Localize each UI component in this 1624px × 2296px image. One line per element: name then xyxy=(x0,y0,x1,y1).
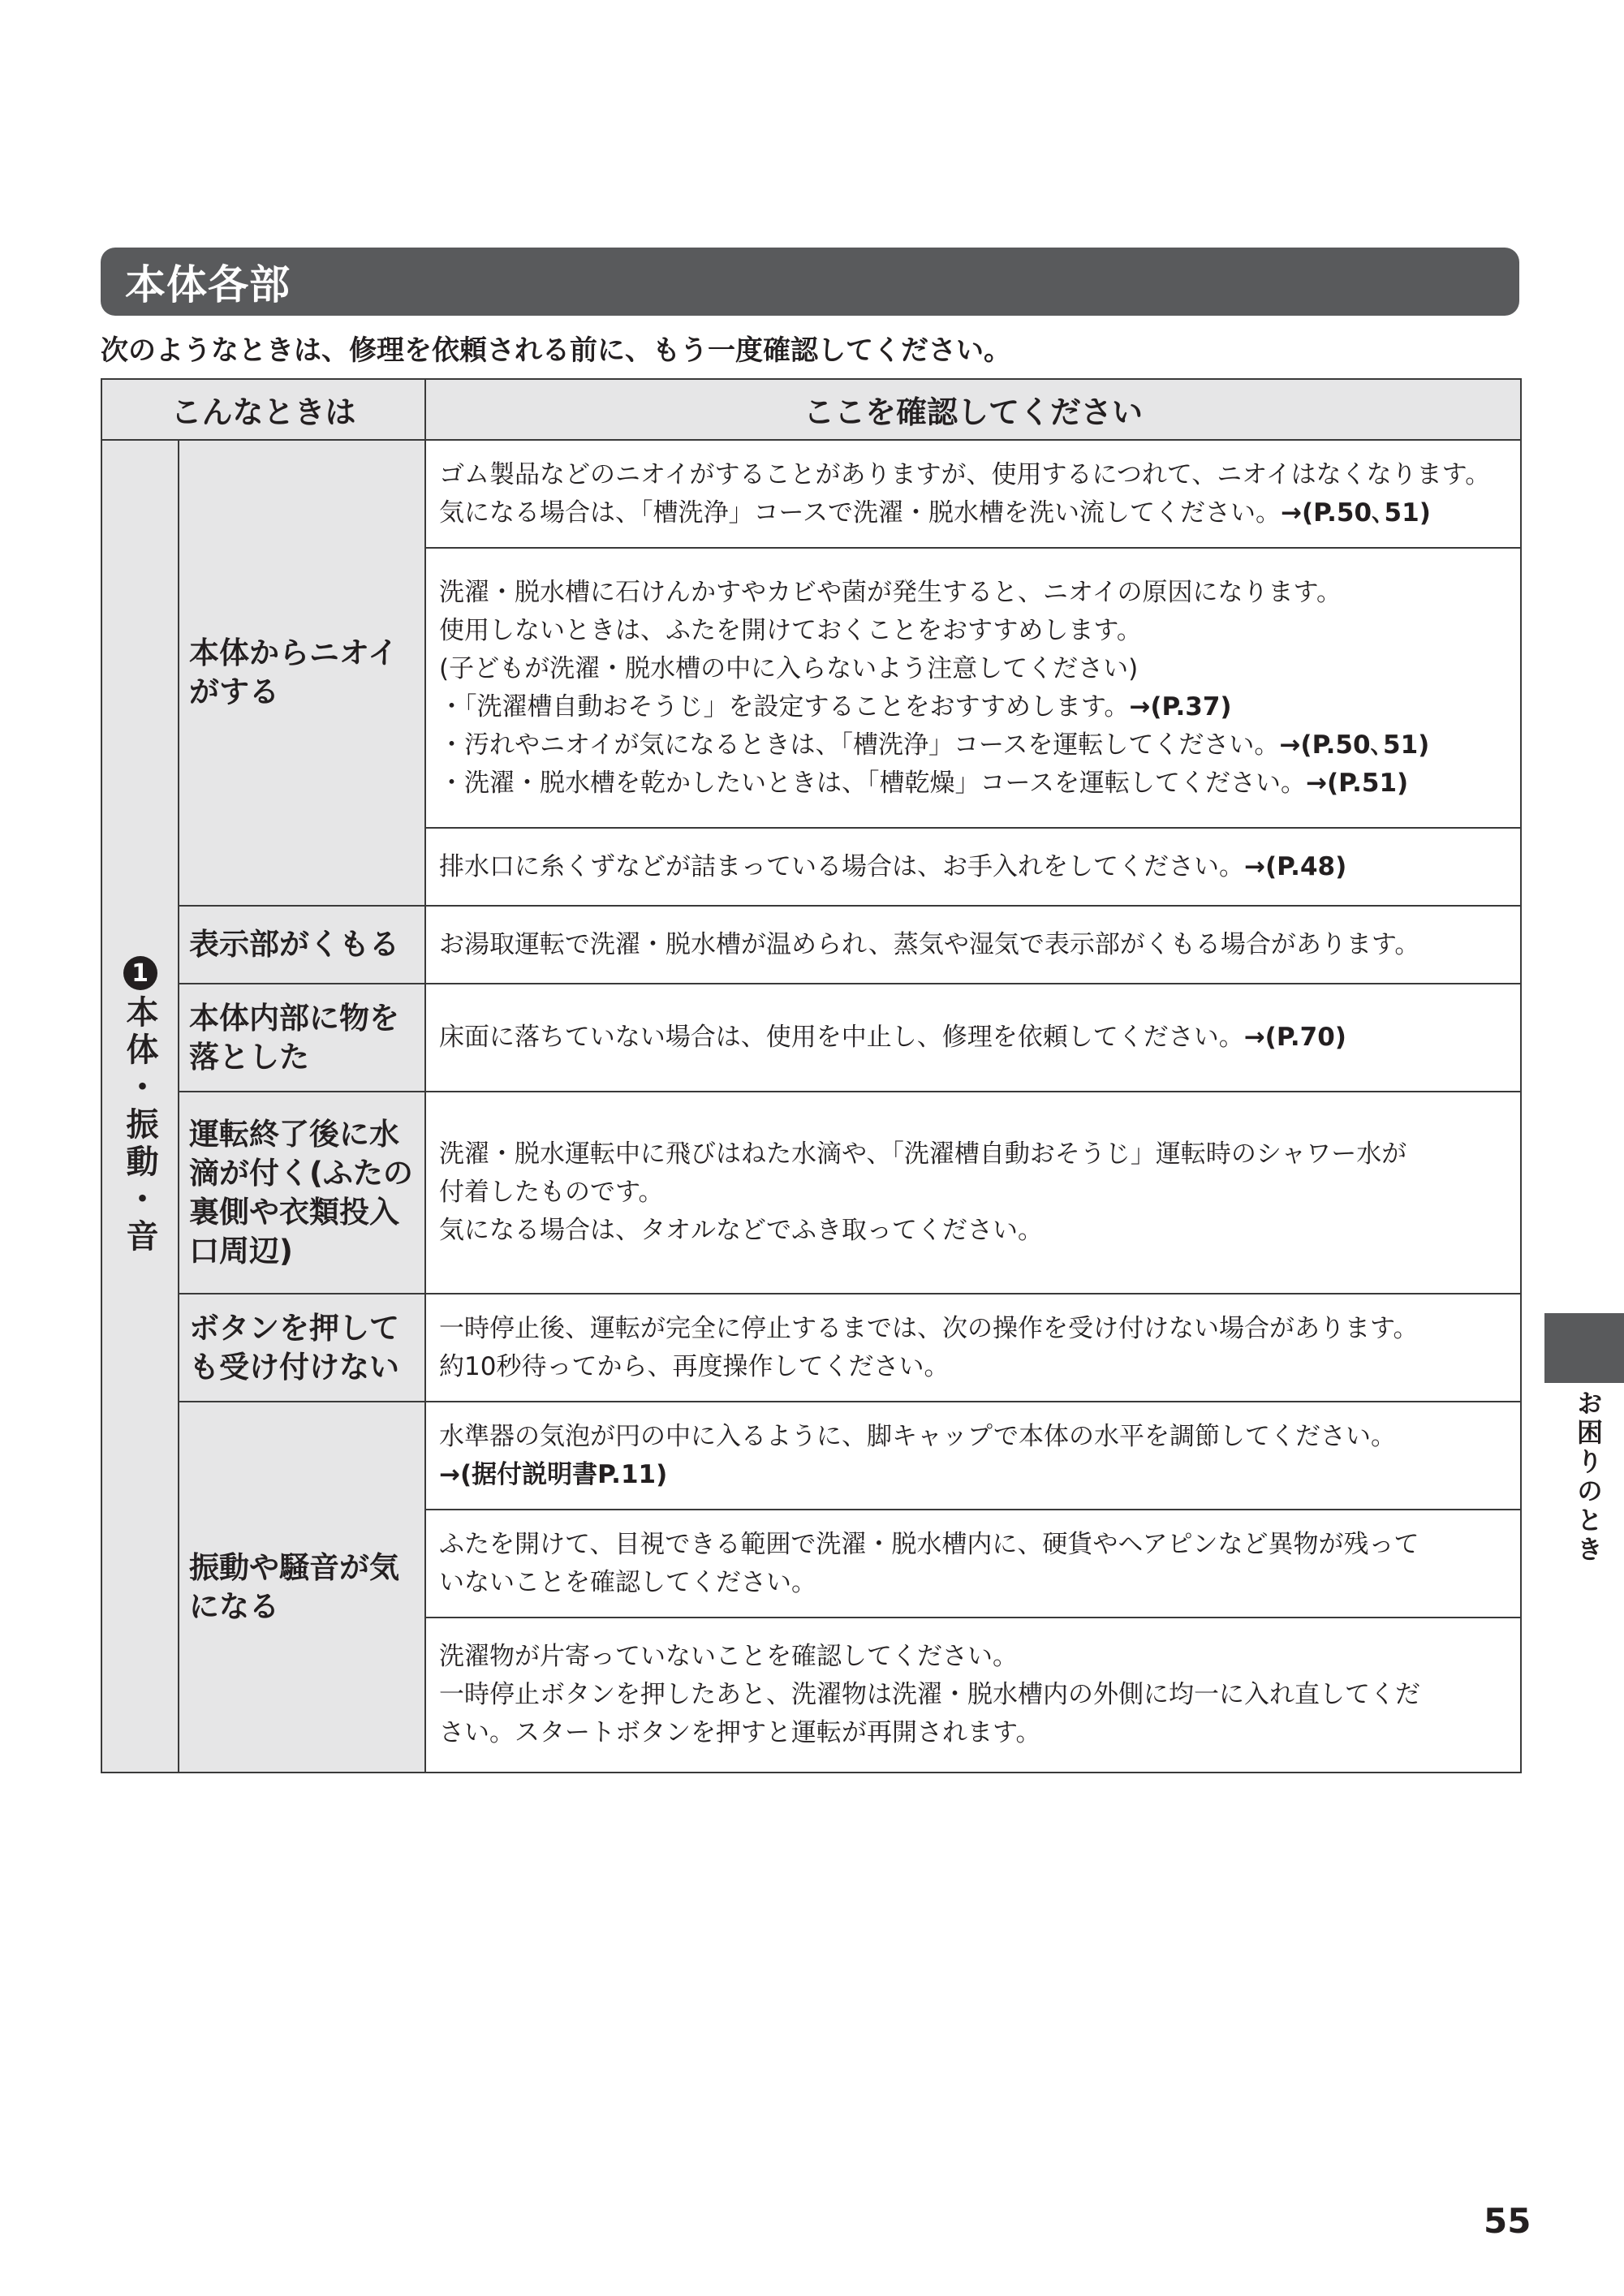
page-reference: →(P.50､51) xyxy=(1279,730,1430,760)
table-row xyxy=(101,1092,1521,1294)
side-tab-marker xyxy=(1544,1313,1624,1383)
bullet-item: ・「洗濯槽自動おそうじ」を設定することをおすすめします。→(P.37) xyxy=(439,691,1232,722)
check-line: 洗濯・脱水槽に石けんかすやカビや菌が発生すると、ニオイの原因になります。 xyxy=(439,577,1342,607)
category-cell xyxy=(101,440,179,1773)
symptom-object-dropped: 本体内部に物を落とした xyxy=(179,984,425,1092)
check-line: 床面に落ちていない場合は、使用を中止し、修理を依頼してください。→(P.70) xyxy=(439,1023,1346,1052)
check-cell xyxy=(425,1510,1521,1618)
page-number: 55 xyxy=(1484,2201,1531,2241)
section-header xyxy=(101,248,1519,316)
symptom-button-unresponsive: ボタンを押しても受け付けない xyxy=(179,1294,425,1402)
check-cell xyxy=(425,984,1521,1092)
check-line: 一時停止ボタンを押したあと、洗濯物は洗濯・脱水槽内の外側に均一に入れ直してくだ xyxy=(439,1680,1421,1709)
check-line: (子どもが洗濯・脱水槽の中に入らないよう注意してください) xyxy=(439,653,1139,683)
table-row xyxy=(101,440,1521,548)
page-reference: →(P.50､51) xyxy=(1280,498,1431,528)
table-row xyxy=(101,1294,1521,1402)
check-line: 付着したものです。 xyxy=(439,1178,664,1207)
check-line: お湯取運転で洗濯・脱水槽が温められ、蒸気や湿気で表示部がくもる場合があります。 xyxy=(439,929,1420,959)
check-line: 洗濯物が片寄っていないことを確認してください。 xyxy=(439,1642,1019,1671)
category-number-badge: 1 xyxy=(123,956,157,990)
table-row xyxy=(101,906,1521,984)
check-line: →(据付説明書P.11) xyxy=(439,1459,668,1489)
check-line: 一時停止後、運転が完全に停止するまでは、次の操作を受け付けない場合があります。 xyxy=(439,1313,1419,1343)
check-line: 排水口に糸くずなどが詰まっている場合は、お手入れをしてください。→(P.48) xyxy=(439,851,1347,881)
check-cell xyxy=(425,1402,1521,1510)
side-tab-label: お困りのとき xyxy=(1573,1389,1604,1565)
col-header-check: ここを確認してください xyxy=(425,379,1521,440)
section-title: 本体各部 xyxy=(125,261,291,308)
col-header-situation: こんなときは xyxy=(101,379,425,440)
check-line: 洗濯・脱水運転中に飛びはねた水滴や、「洗濯槽自動おそうじ」運転時のシャワー水が xyxy=(439,1139,1407,1169)
check-line: 水準器の気泡が円の中に入るように、脚キャップで本体の水平を調節してください。 xyxy=(439,1421,1396,1451)
check-cell xyxy=(425,1092,1521,1294)
symptom-odor: 本体からニオイがする xyxy=(179,440,425,906)
bullet-item: ・洗濯・脱水槽を乾かしたいときは、「槽乾燥」コースを運転してください。→(P.51) xyxy=(439,768,1409,798)
check-cell xyxy=(425,440,1521,548)
category-label: 本体・振動・音 xyxy=(121,995,158,1256)
check-line: さい。スタートボタンを押すと運転が再開されます。 xyxy=(439,1718,1041,1747)
page-reference: →(P.51) xyxy=(1305,768,1409,798)
table-row xyxy=(101,984,1521,1092)
symptom-vibration-noise: 振動や騒音が気になる xyxy=(179,1402,425,1773)
check-cell xyxy=(425,1618,1521,1773)
check-line: 気になる場合は、タオルなどでふき取ってください。 xyxy=(439,1216,1044,1245)
bullet-item: ・汚れやニオイが気になるときは、「槽洗浄」コースを運転してください。→(P.50､51) xyxy=(439,730,1430,760)
page-reference: →(P.37) xyxy=(1129,691,1232,722)
check-line: ふたを開けて、目視できる範囲で洗濯・脱水槽内に、硬貨やヘアピンなど異物が残って xyxy=(439,1529,1419,1559)
intro-text: 次のようなときは、修理を依頼される前に、もう一度確認してください。 xyxy=(101,334,1011,367)
troubleshooting-table xyxy=(101,378,1522,1773)
check-line: 使用しないときは、ふたを開けておくことをおすすめします。 xyxy=(439,615,1142,645)
page-reference: →(P.70) xyxy=(1243,1023,1346,1052)
symptom-water-drops: 運転終了後に水滴が付く(ふたの裏側や衣類投入口周辺) xyxy=(179,1092,425,1294)
page-reference: →(P.48) xyxy=(1244,851,1347,881)
check-line: 気になる場合は、「槽洗浄」コースで洗濯・脱水槽を洗い流してください。→(P.50､51) xyxy=(439,498,1431,528)
table-row xyxy=(101,1402,1521,1510)
check-cell xyxy=(425,548,1521,828)
check-line: いないことを確認してください。 xyxy=(439,1567,817,1597)
symptom-display-fog: 表示部がくもる xyxy=(179,906,425,984)
check-cell xyxy=(425,828,1521,906)
table-header-row xyxy=(101,379,1521,440)
check-cell xyxy=(425,906,1521,984)
check-cell xyxy=(425,1294,1521,1402)
check-line: ゴム製品などのニオイがすることがありますが、使用するにつれて、ニオイはなくなります。 xyxy=(439,459,1491,489)
check-line: 約10秒待ってから、再度操作してください。 xyxy=(439,1351,950,1381)
